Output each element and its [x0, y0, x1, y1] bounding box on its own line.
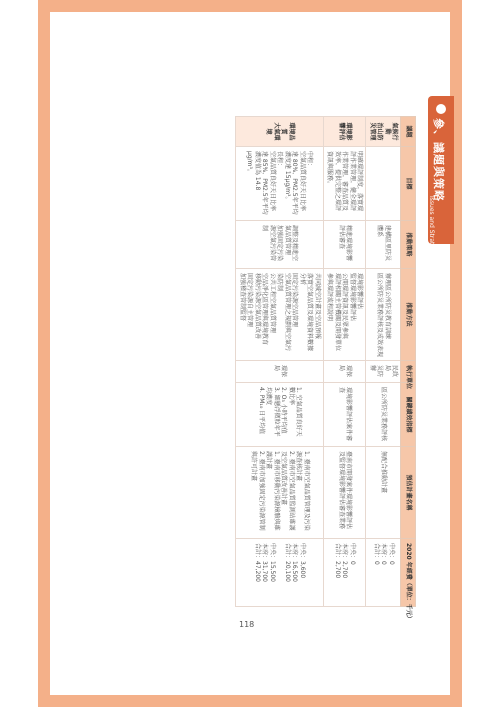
budget-line: 合計：20,100 [284, 543, 291, 582]
method-item: 移動污染源空氣品質改善 [254, 273, 261, 340]
budget-line: 中央：15,500 [269, 543, 276, 582]
page-number: 118 [239, 620, 255, 629]
header-kpi: 關鍵績效指標 [401, 383, 416, 447]
issue-label: 治山防災管理 [369, 122, 384, 141]
issue-label: 大氣環境 [265, 122, 280, 141]
method-item: 監督環境影響評估 [349, 273, 356, 322]
header-methods: 推動方法 [401, 269, 416, 361]
category-cell [236, 117, 324, 147]
header-unit: 執行單位 [401, 361, 416, 383]
header-strategy: 推動策略 [401, 221, 416, 269]
kpi-cell: 環境影響評估案件審查 [324, 383, 367, 447]
method-item: 空氣品質管理之規劃與空氣污染防制 [276, 273, 291, 352]
strategy-cell: 精進環境影響評估審查 [324, 221, 367, 269]
table-row [236, 117, 324, 607]
method-item: 共同減空計畫及空品預報 [314, 273, 321, 340]
budget-line: 中央：0 [387, 543, 395, 565]
chapter-side-tab[interactable] [428, 96, 454, 261]
budget-line: 合計：2,700 [334, 543, 341, 579]
category-label: 環境品質 [280, 122, 295, 141]
category-cell: 環境影響評估 [324, 117, 367, 147]
budget-line: 中央：3,600 [299, 543, 306, 579]
chapter-subtitle: Issues and Strategies [428, 196, 435, 261]
goal-cell [366, 147, 401, 221]
method-item: 加強稽查管制監督 [239, 273, 246, 322]
table-row [366, 117, 401, 607]
method-item: 落實空氣品質及環境資料數據分析 [299, 273, 314, 352]
budget-line: 中央：0 [349, 543, 356, 565]
methods-cell [236, 269, 324, 361]
goal-cell: 中程： 空氣品質良好天日比率達 80%，PM2.5年平均濃度達 15μg/m³。 長程： 空氣品質良好天日比率達 85%，PM2.5年平均濃度值為 14.8 μg/m³。 [236, 147, 324, 221]
budget-cell [324, 539, 367, 607]
method-item: 固定污染源空品管理 [291, 273, 299, 328]
category-cell [366, 117, 401, 147]
kpi-cell: 1. 空氣品質良好天數比率 2. O₃ 小時平均值 3. 細懸浮微粒年平均濃度 4. PM₁₀ 日平均值 [236, 383, 324, 447]
header-issue: 議題 [401, 117, 416, 147]
budget-line: 本府：0 [380, 543, 388, 565]
table-row [324, 117, 367, 607]
method-item: 環境影響評估 [356, 273, 364, 310]
budget-cell [236, 539, 324, 607]
method-item: 固定污染源自主管理 [246, 273, 254, 328]
plan-cell: 1. 臺南市空氣品質管理及污染源查核計畫 2. 臺南市空氣品質監測站維護及空氣品質改善計畫 1. 臺南市移動污染源檢驗與維護計畫 2. 臺南市加強固定污染源管制與許可計畫 [236, 447, 324, 539]
budget-line: 合計：47,200 [254, 543, 261, 582]
unit-cell: 環保局 [324, 361, 367, 383]
budget-line: 本府：31,700 [261, 543, 269, 582]
method-item: 環評相關主管機關及開發單位參與環評流程說明 [326, 273, 341, 352]
method-item: 區公所防災業務評核及成效表現 [376, 273, 384, 358]
header-plan: 預估計畫名稱 [401, 447, 416, 539]
method-item: 公開環評資訊及民眾參與 [341, 273, 349, 340]
policy-table-rotated [236, 116, 417, 622]
unit-cell: 環保局 [236, 361, 324, 383]
methods-cell [366, 269, 401, 361]
dot-icon [436, 104, 446, 114]
method-item: 辦理區公所防災教育訓練 [384, 273, 391, 340]
chapter-title: 參、議題與策略 [432, 118, 445, 202]
goal-cell: 明確環評制度，落實環評作業管理，健全環評作業管理，審查品質及效率，提供完整之環評資訊與服務。 [324, 147, 367, 221]
policy-table [236, 116, 417, 622]
category-label: 氣候行動 [384, 122, 399, 141]
method-item: 公共工程空氣品質管理 [269, 273, 276, 334]
plan-cell: 無配合推動計畫 [366, 447, 401, 539]
budget-line: 本府：2,700 [341, 543, 349, 579]
methods-cell [324, 269, 367, 361]
plan-cell: 臺南市開發案件環境影響評估及監督環境影響評估審查業務 [324, 447, 367, 539]
strategy-cell: 建構區里防災體系 [366, 221, 401, 269]
method-item: 空品淨化區管理與環境教育 [261, 273, 269, 346]
unit-cell: 民政局 災防辦 [366, 361, 401, 383]
strategy-cell: 調整及精進空氣品質管理 加強固定污染源空氣污染管制 [236, 221, 324, 269]
header-budget: 2020 年經費（單位：千元） [401, 539, 416, 607]
budget-cell [366, 539, 401, 607]
budget-line: 本府：16,500 [291, 543, 299, 582]
table-header-row [401, 117, 416, 607]
header-goal: 目標 [401, 147, 416, 221]
budget-line: 合計：0 [372, 543, 380, 565]
kpi-cell: 區公所防災業務評核 [366, 383, 401, 447]
